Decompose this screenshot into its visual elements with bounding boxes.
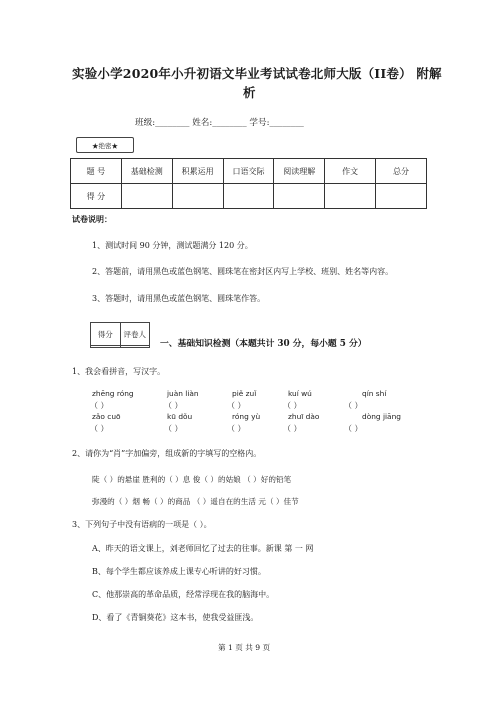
- score-input-cell[interactable]: [172, 184, 223, 209]
- q3-option: C、他那崇高的革命品质，经常浮现在我的脑海中。: [92, 590, 275, 599]
- score-row-label: 得 分: [71, 184, 122, 209]
- score-input-cell[interactable]: [325, 184, 376, 209]
- answer-blank[interactable]: （ ）: [344, 424, 363, 433]
- doc-title-line1: 实验小学2020年小升初语文毕业考试试卷北师大版（II卷） 附解: [72, 66, 442, 81]
- score-header-cell: 总分: [376, 159, 427, 184]
- score-input-cell[interactable]: [223, 184, 274, 209]
- answer-blank[interactable]: （ ）: [90, 424, 109, 433]
- grader-reviewer-cell[interactable]: [120, 346, 150, 348]
- q2-prompt: 2、请你为“肖”字加偏旁，组成新的字填写的空格内。: [72, 449, 262, 458]
- grader-score-label: 得分: [91, 323, 121, 346]
- page-footer: 第 1 页 共 9 页: [218, 643, 271, 652]
- instructions-title: 试卷说明：: [72, 214, 112, 224]
- doc-title-line2: 析: [243, 85, 256, 100]
- pinyin-item: zhuī dào: [288, 412, 320, 421]
- grader-score-cell[interactable]: [91, 346, 121, 348]
- pinyin-item: zǎo cuō: [92, 412, 121, 421]
- q3-prompt: 3、下列句子中没有语病的一项是（ ）。: [72, 520, 212, 529]
- instruction-item: 2、答题前，请用黑色或蓝色钢笔、圆珠笔在密封区内写上学校、班别、姓名等内容。: [92, 267, 394, 276]
- answer-blank[interactable]: （ ）: [164, 424, 183, 433]
- student-info-line: 班级:________ 姓名:________ 学号:________: [135, 118, 304, 128]
- q1-prompt: 1、我会看拼音，写汉字。: [72, 367, 166, 376]
- answer-blank[interactable]: （ ）: [227, 401, 246, 410]
- score-header-cell: 题 号: [71, 159, 122, 184]
- score-header-cell: 基础检测: [121, 159, 172, 184]
- instruction-item: 3、答题时，请用黑色或蓝色钢笔、圆珠笔作答。: [92, 294, 266, 303]
- pinyin-item: kū dǒu: [167, 412, 193, 421]
- q2-line: 弥漫的（ ）烟 畅（ ）的商品 （ ）遥自在的生活 元（ ）佳节: [92, 497, 299, 506]
- pinyin-item: juàn liàn: [167, 389, 199, 398]
- answer-blank[interactable]: （ ）: [283, 401, 302, 410]
- q3-option: D、看了《青铜葵花》这本书，使我受益匪浅。: [92, 613, 259, 622]
- answer-blank[interactable]: （ ）: [90, 401, 109, 410]
- answer-blank[interactable]: （ ）: [344, 401, 363, 410]
- answer-blank[interactable]: （ ）: [164, 401, 183, 410]
- score-table: [70, 158, 427, 209]
- q3-option: B、每个学生都应该养成上课专心听讲的好习惯。: [92, 567, 266, 576]
- score-table-header-row: [71, 159, 427, 184]
- score-header-cell: 作文: [325, 159, 376, 184]
- pinyin-item: dòng jiāng: [362, 412, 401, 421]
- instruction-item: 1、测试时间 90 分钟，测试题满分 120 分。: [92, 241, 253, 250]
- score-header-cell: 积累运用: [172, 159, 223, 184]
- pinyin-item: qín shí: [362, 389, 387, 398]
- pinyin-item: róng yù: [232, 412, 261, 421]
- answer-blank[interactable]: （ ）: [283, 424, 302, 433]
- pinyin-item: kuí wú: [288, 389, 312, 398]
- grader-box: [90, 322, 150, 348]
- q2-line: 陡（ ）的悬崖 胜利的（ ）息 俊（ ）的姑娘 （ ）好的铅笔: [92, 475, 292, 484]
- q3-option: A、昨天的语文课上，刘老师回忆了过去的往事。新课 第 一 网: [92, 544, 314, 553]
- grader-reviewer-label: 评卷人: [120, 323, 150, 346]
- pinyin-item: zhēng róng: [92, 389, 134, 398]
- confidential-stamp: ★绝密★: [76, 137, 134, 153]
- score-input-cell[interactable]: [121, 184, 172, 209]
- answer-blank[interactable]: （ ）: [227, 424, 246, 433]
- score-header-cell: 口语交际: [223, 159, 274, 184]
- score-table-score-row: [71, 184, 427, 209]
- score-input-cell[interactable]: [274, 184, 325, 209]
- pinyin-item: piě zuǐ: [232, 389, 257, 398]
- score-header-cell: 阅读理解: [274, 159, 325, 184]
- section1-title: 一、基础知识检测（本题共计 30 分，每小题 5 分）: [160, 339, 367, 349]
- score-input-cell[interactable]: [376, 184, 427, 209]
